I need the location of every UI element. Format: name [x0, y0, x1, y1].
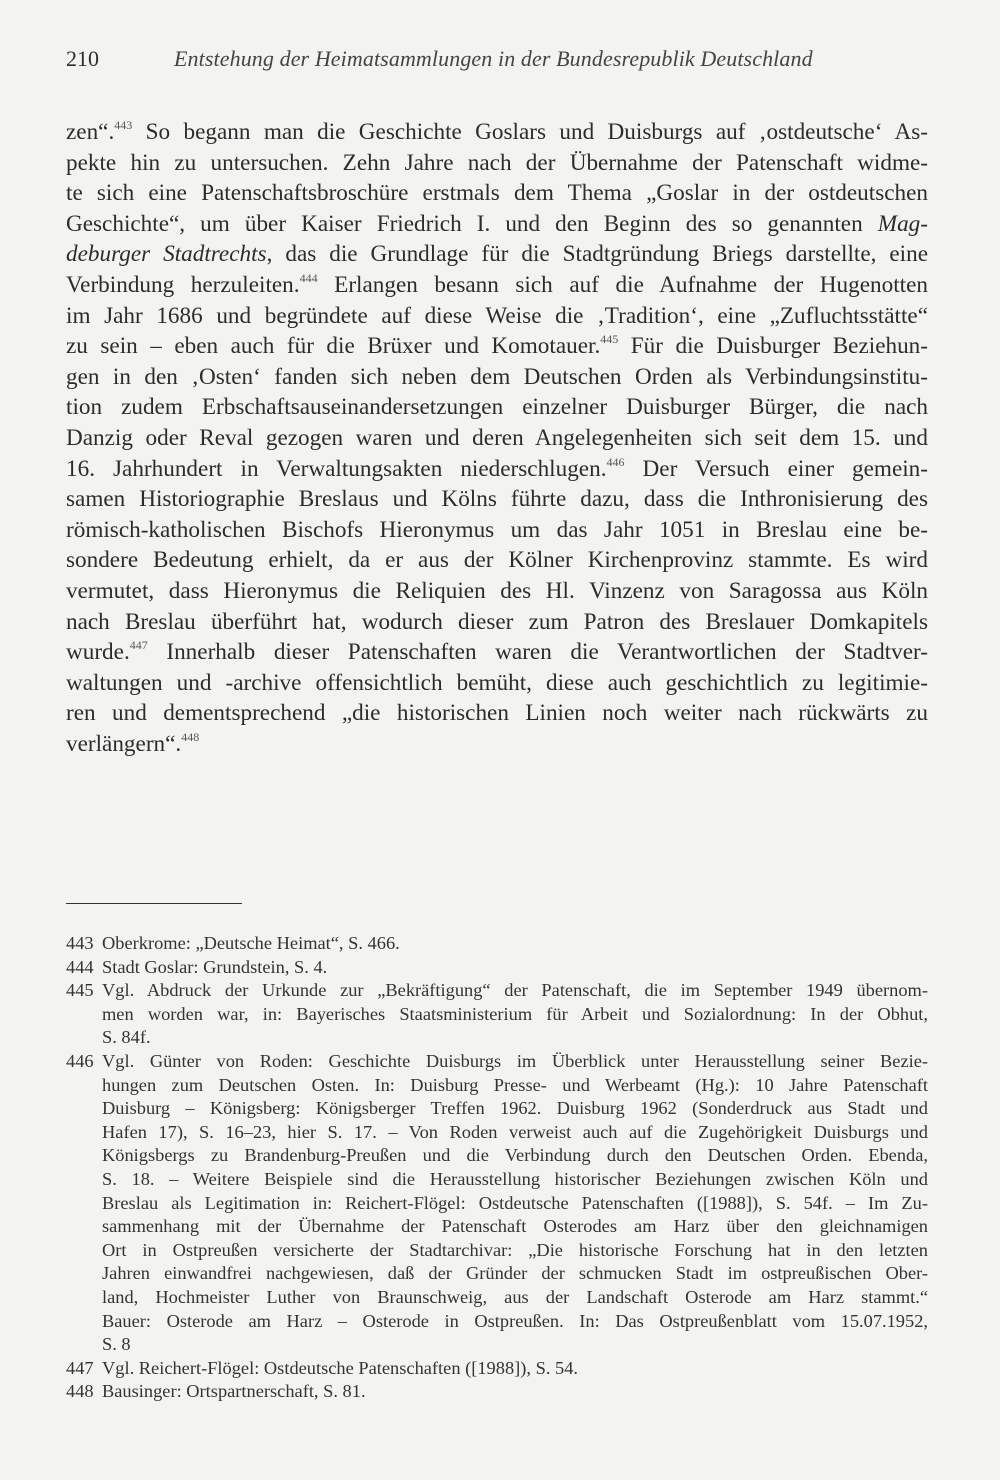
text-line: zu sein – eben auch für die Brüxer und Komotauer.$^{445}$ Für die Duisburger Beziehun-	[66, 332, 929, 360]
footnote-number: 443	[66, 933, 94, 953]
text-line: gen in den ‚Osten‘ fanden sich neben dem Deutschen Orden als Verbindungsinstitu-	[66, 363, 928, 390]
page-number: 210	[66, 46, 99, 71]
footnote-line: S. 18. – Weitere Beispiele sind die Herausstellung historischer Beziehungen zwischen Köln und	[102, 1168, 928, 1189]
text-line: im Jahr 1686 und begründete auf diese Weise die ‚Tradition‘, eine „Zufluchtsstätte“	[66, 302, 928, 329]
footnote-line: Vgl. Reichert-Flögel: Ostdeutsche Patenschaften ([1988]), S. 54.	[102, 1357, 579, 1378]
running-title: Entstehung der Heimatsammlungen in der Bundesrepublik Deutschland	[174, 46, 813, 71]
main-text	[66, 117, 928, 759]
footnote-ref[interactable]: 448	[181, 729, 200, 744]
footnote-line: Bauer: Osterode am Harz – Osterode in Ostpreußen. In: Das Ostpreußenblatt vom 15.07.1952,	[102, 1310, 928, 1331]
text-line: waltungen und -archive offensichtlich bemüht, diese auch geschichtlich zu legitimie-	[66, 669, 928, 696]
footnotes	[66, 932, 928, 1404]
footnote-line: men worden war, in: Bayerisches Staatsministerium für Arbeit und Sozialordnung: In der Obhut,	[102, 1003, 928, 1024]
page-header	[66, 44, 928, 74]
text-line: wurde.$^{447}$ Innerhalb dieser Patenschaften waren die Verantwortlichen der Stadtver-	[66, 638, 928, 666]
text-line: te sich eine Patenschaftsbroschüre erstmals dem Thema „Goslar in der ostdeutschen	[66, 180, 928, 207]
footnote	[66, 956, 928, 980]
footnote-number: 444	[66, 956, 94, 977]
footnote-number: 446	[66, 1050, 94, 1071]
footnote-line: Bausinger: Ortspartnerschaft, S. 81.	[102, 1381, 366, 1402]
footnote-separator	[66, 903, 242, 904]
text-line: samen Historiographie Breslaus und Kölns führte dazu, dass die Inthronisierung des	[66, 486, 928, 513]
text-line: 16. Jahrhundert in Verwaltungsakten niederschlugen.$^{446}$ Der Versuch einer gemein-	[66, 454, 928, 482]
footnote-ref[interactable]: 447	[129, 638, 148, 653]
footnote-line: sammenhang mit der Übernahme der Patenschaft Osterodes am Harz über den gleichnamigen	[102, 1216, 928, 1237]
footnote-line: Stadt Goslar: Grundstein, S. 4.	[102, 956, 328, 977]
text-line: Verbindung herzuleiten.$^{444}$ Erlangen besann sich auf die Aufnahme der Hugenotten	[66, 270, 928, 298]
footnote-ref[interactable]: 444	[299, 270, 318, 285]
text-line: zen“.$^{443}$ So begann man die Geschichte Goslars und Duisburgs auf ‚ostdeutsche‘ As-	[66, 118, 928, 145]
footnote-line: S. 8	[102, 1334, 131, 1355]
text-line: ren und dementsprechend „die historischen Linien noch weiter nach rückwärts zu	[66, 700, 928, 727]
text-line: Danzig oder Reval gezogen waren und deren Angelegenheiten sich seit dem 15. und	[66, 424, 928, 451]
footnote	[66, 1380, 928, 1404]
footnote-line: land, Hochmeister Luther von Braunschweig, aus der Landschaft Osterode am Harz stammt.“	[102, 1286, 928, 1307]
footnote-line: Jahren einwandfrei nachgewiesen, daß der Gründer der schmucken Stadt im ostpreußischen Ober-	[102, 1263, 928, 1284]
footnote-line: Ort in Ostpreußen versicherte der Stadtarchivar: „Die historische Forschung hat in den letzten	[102, 1239, 928, 1260]
footnote-line: Duisburg – Königsberg: Königsberger Treffen 1962. Duisburg 1962 (Sonderdruck aus Stadt und	[102, 1098, 928, 1119]
footnote-line: Königsbergs zu Brandenburg-Preußen und die Verbindung durch den Deutschen Orden. Ebenda,	[102, 1145, 928, 1166]
text-line: deburger Stadtrechts, das die Grundlage für die Stadtgründung Briegs darstellte, eine	[66, 241, 929, 268]
footnote-line: Vgl. Günter von Roden: Geschichte Duisburgs im Überblick unter Herausstellung seiner Bezie-	[102, 1050, 928, 1071]
text-line: römisch-katholischen Bischofs Hieronymus um das Jahr 1051 in Breslau eine be-	[66, 516, 928, 543]
footnote-ref[interactable]: 445	[600, 332, 619, 347]
footnote-line: S. 84f.	[102, 1027, 151, 1048]
text-line: Geschichte“, um über Kaiser Friedrich I. und den Beginn des so genannten Mag-	[66, 210, 928, 237]
italic-term: Mag-	[877, 210, 928, 237]
footnote-line: hungen zum Deutschen Osten. In: Duisburg Presse- und Werbeamt (Hg.): 10 Jahre Patenschaft	[102, 1074, 928, 1095]
footnote	[66, 932, 928, 956]
footnote-line: Hafen 17), S. 16–23, hier S. 17. – Von Roden verweist auch auf die Zugehörigkeit Duisburgs und	[102, 1121, 928, 1142]
text-line: vermutet, dass Hieronymus die Reliquien des Hl. Vinzenz von Saragossa aus Köln	[66, 577, 928, 604]
footnote-line: Oberkrome: „Deutsche Heimat“, S. 466.	[102, 933, 400, 953]
footnote-number: 445	[66, 980, 94, 1001]
footnote-line: Vgl. Abdruck der Urkunde zur „Bekräftigung“ der Patenschaft, die im September 1949 übernom-	[102, 980, 928, 1001]
footnote-number: 448	[66, 1381, 94, 1402]
text-line: pekte hin zu untersuchen. Zehn Jahre nach der Übernahme der Patenschaft widme-	[66, 149, 928, 176]
footnote-line: Breslau als Legitimation in: Reichert-Flögel: Ostdeutsche Patenschaften ([1988]), S. 54f. – Im Zu-	[102, 1192, 928, 1213]
footnote	[66, 1050, 928, 1357]
text-line: sondere Bedeutung erhielt, da er aus der Kölner Kirchenprovinz stammte. Es wird	[66, 547, 928, 574]
footnote	[66, 1357, 928, 1381]
text-line: verlängern“.$^{448}$	[66, 729, 200, 757]
footnote-number: 447	[66, 1357, 94, 1378]
footnote-ref[interactable]: 443	[114, 118, 133, 132]
text-line: nach Breslau überführt hat, wodurch dieser zum Patron des Breslauer Domkapitels	[66, 608, 928, 635]
footnote	[66, 979, 928, 1050]
text-line: tion zudem Erbschaftsauseinandersetzungen einzelner Duisburger Bürger, die nach	[66, 394, 928, 421]
footnote-ref[interactable]: 446	[606, 454, 625, 469]
italic-term: deburger Stadtrechts	[66, 241, 267, 268]
